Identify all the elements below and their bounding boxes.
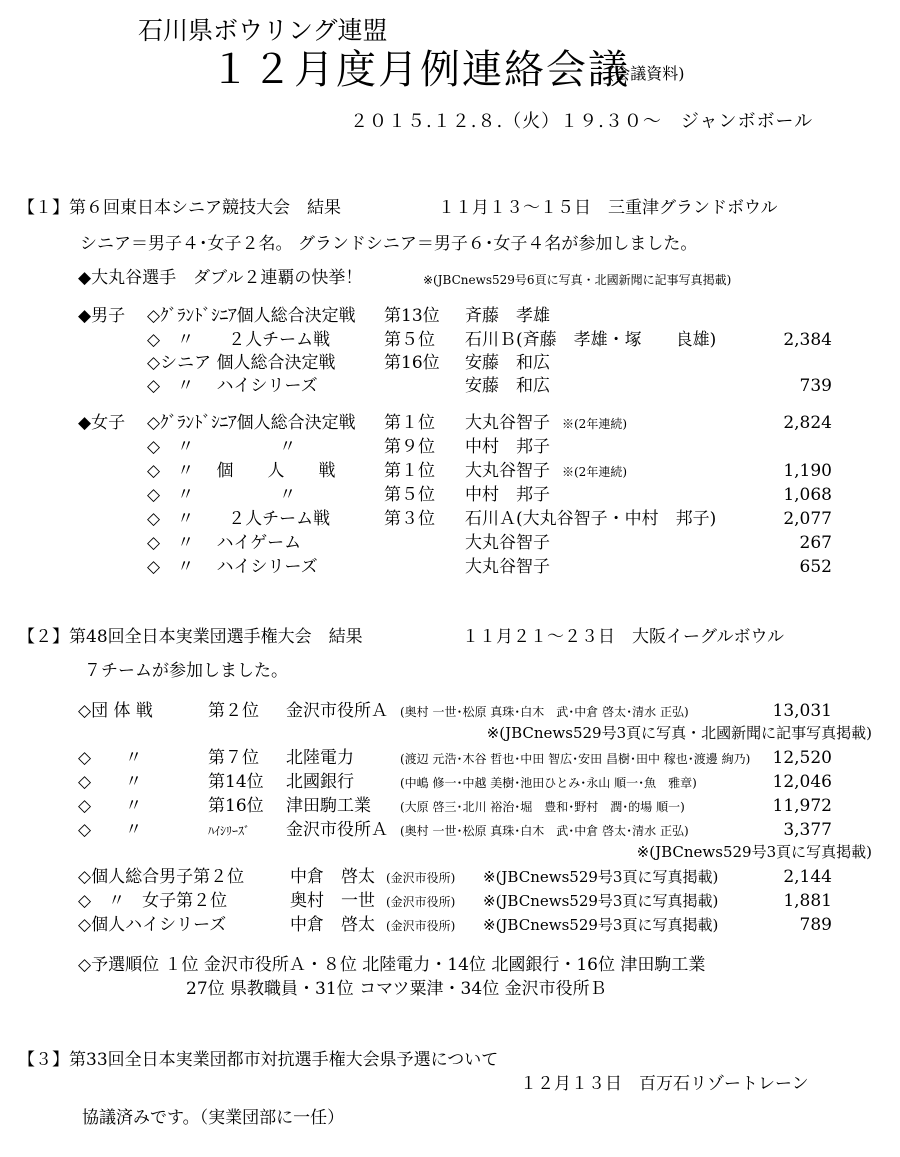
men-row-0-name: 斉藤 孝雄 <box>465 306 550 326</box>
indiv-row-2-label: ◇個人ハイシリーズ <box>78 915 227 935</box>
men-row-2-event: ◇シニア 個人総合決定戦 <box>147 353 336 373</box>
indiv-row-2-note: ※(JBCnews529号3頁に写真掲載) <box>483 916 719 934</box>
indiv-row-2-name: 中倉 啓太 <box>290 915 375 935</box>
men-row-0-rank: 第13位 <box>384 306 440 326</box>
team-row-3-rank: 第16位 <box>208 796 264 816</box>
men-row-1-event: ◇ 〃 ２人チーム戦 <box>147 330 331 350</box>
indiv-row-2-score: 789 <box>799 915 832 935</box>
women-row-1-rank: 第９位 <box>384 437 435 457</box>
men-row-3-event: ◇ 〃 ハイシリーズ <box>147 376 318 396</box>
team-row-0-score: 13,031 <box>772 701 832 721</box>
men-row-1-score: 2,384 <box>783 330 832 350</box>
women-row-4-score: 2,077 <box>783 509 832 529</box>
indiv-row-1-name: 奥村 一世 <box>290 891 375 911</box>
team-row-2-score: 12,046 <box>772 772 832 792</box>
women-row-2-event: ◇ 〃 個 人 戦 <box>147 461 336 481</box>
indiv-row-1-note: ※(JBCnews529号3頁に写真掲載) <box>483 892 719 910</box>
section2-heading: 【２】第48回全日本実業団選手権大会 結果 <box>18 627 363 647</box>
team-row-1-score: 12,520 <box>772 748 832 768</box>
team-row-1-members: (渡辺 元浩･木谷 哲也･中田 智広･安田 昌樹･田中 稼也･渡邊 絢乃) <box>400 752 751 766</box>
section1-highlight-note: ※(JBCnews529号6頁に写真・北國新聞に記事写真掲載) <box>423 273 732 287</box>
women-row-4-rank: 第３位 <box>384 509 435 529</box>
prelim-ranking-line1: ◇予選順位 １位 金沢市役所Ａ・８位 北陸電力・14位 北國銀行・16位 津田駒工業 <box>78 955 706 975</box>
women-row-3-score: 1,068 <box>783 485 832 505</box>
men-row-1-name: 石川Ｂ(斉藤 孝雄・塚 良雄) <box>465 330 717 350</box>
indiv-row-0-aff: (金沢市役所) <box>386 871 456 885</box>
team-row-1-event: ◇ 〃 <box>78 748 143 768</box>
women-row-6-score: 652 <box>799 557 832 577</box>
section3-summary: 協議済みです。（実業団部に一任） <box>82 1108 345 1128</box>
team-row-3-event: ◇ 〃 <box>78 796 143 816</box>
men-row-2-rank: 第16位 <box>384 353 440 373</box>
men-label: ◆男子 <box>78 306 126 326</box>
section3-date-venue: １２月１３日 百万石リゾートレーン <box>520 1074 809 1094</box>
indiv-row-1-label: ◇ 〃 女子第２位 <box>78 891 228 911</box>
men-row-1-rank: 第５位 <box>384 330 435 350</box>
team-row-0-team: 金沢市役所Ａ <box>286 701 388 721</box>
document-subtitle: (会議資料) <box>608 64 685 83</box>
team-row-0-rank: 第２位 <box>208 701 259 721</box>
women-row-1-name: 中村 邦子 <box>465 437 550 457</box>
team-row-3-members: (大原 啓三･北川 裕治･堀 豊和･野村 潤･的場 順一) <box>400 800 685 814</box>
section2-summary: ７チームが参加しました。 <box>84 661 288 681</box>
women-row-2-name: 大丸谷智子 <box>465 461 550 481</box>
women-label: ◆女子 <box>78 413 126 433</box>
women-row-6-event: ◇ 〃 ハイシリーズ <box>147 557 318 577</box>
women-row-1-event: ◇ 〃 〃 <box>147 437 297 457</box>
team-row-4-members: (奥村 一世･松原 真珠･白木 武･中倉 啓太･清水 正弘) <box>400 824 689 838</box>
women-row-2-score: 1,190 <box>783 461 832 481</box>
section1-heading: 【１】第６回東日本シニア競技大会 結果 <box>18 198 341 218</box>
team-row-2-rank: 第14位 <box>208 772 264 792</box>
women-row-3-rank: 第５位 <box>384 485 435 505</box>
women-row-2-rank: 第１位 <box>384 461 435 481</box>
indiv-row-2-aff: (金沢市役所) <box>386 919 456 933</box>
team-row-0-event: ◇団 体 戦 <box>78 701 153 721</box>
indiv-row-1-aff: (金沢市役所) <box>386 895 456 909</box>
women-row-2-note: ※(2年連続) <box>562 465 627 479</box>
women-row-0-score: 2,824 <box>783 413 832 433</box>
section1-date-venue: １１月１３～１５日 三重津グランドボウル <box>438 198 778 218</box>
indiv-row-0-score: 2,144 <box>783 867 832 887</box>
team-row-2-team: 北國銀行 <box>286 772 354 792</box>
team-row-1-team: 北陸電力 <box>286 748 354 768</box>
women-row-3-name: 中村 邦子 <box>465 485 550 505</box>
team-row-3-team: 津田駒工業 <box>286 796 371 816</box>
women-row-5-event: ◇ 〃 ハイゲーム <box>147 533 302 553</box>
men-row-0-event: ◇ｸﾞﾗﾝﾄﾞｼﾆｱ個人総合決定戦 <box>147 306 356 326</box>
indiv-row-0-label: ◇個人総合男子第２位 <box>78 867 245 887</box>
women-row-5-score: 267 <box>799 533 832 553</box>
team-row-1-rank: 第７位 <box>208 748 259 768</box>
team-note-2: ※(JBCnews529号3頁に写真掲載) <box>636 843 872 861</box>
meeting-datetime-venue: ２０１５.１２.８.（火）１９.３０～ ジャンボボール <box>350 111 814 132</box>
team-row-4-rank: ﾊｲｼﾘｰｽﾞ <box>208 824 251 838</box>
women-row-0-event: ◇ｸﾞﾗﾝﾄﾞｼﾆｱ個人総合決定戦 <box>147 413 356 433</box>
men-row-2-name: 安藤 和広 <box>465 353 550 373</box>
section1-summary: シニア＝男子４･女子２名。 グランドシニア＝男子６･女子４名が参加しました。 <box>80 234 698 254</box>
men-row-3-name: 安藤 和広 <box>465 376 550 396</box>
women-row-0-note: ※(2年連続) <box>562 417 627 431</box>
indiv-row-0-name: 中倉 啓太 <box>290 867 375 887</box>
women-row-6-name: 大丸谷智子 <box>465 557 550 577</box>
indiv-row-1-score: 1,881 <box>783 891 832 911</box>
women-row-3-event: ◇ 〃 〃 <box>147 485 297 505</box>
team-row-2-members: (中嶋 修一･中越 美樹･池田ひとみ･永山 順一･魚 雅章) <box>400 776 697 790</box>
indiv-row-0-note: ※(JBCnews529号3頁に写真掲載) <box>483 868 719 886</box>
team-row-2-event: ◇ 〃 <box>78 772 143 792</box>
men-row-3-score: 739 <box>799 376 832 396</box>
team-note-1: ※(JBCnews529号3頁に写真・北國新聞に記事写真掲載) <box>486 724 872 742</box>
team-row-4-team: 金沢市役所Ａ <box>286 820 388 840</box>
women-row-4-name: 石川Ａ(大丸谷智子・中村 邦子) <box>465 509 717 529</box>
prelim-ranking-line2: 27位 県教職員・31位 コマツ粟津・34位 金沢市役所Ｂ <box>186 979 607 999</box>
women-row-4-event: ◇ 〃 ２人チーム戦 <box>147 509 331 529</box>
team-row-3-score: 11,972 <box>772 796 832 816</box>
team-row-0-members: (奥村 一世･松原 真珠･白木 武･中倉 啓太･清水 正弘) <box>400 705 689 719</box>
women-row-5-name: 大丸谷智子 <box>465 533 550 553</box>
team-row-4-score: 3,377 <box>783 820 832 840</box>
section3-heading: 【３】第33回全日本実業団都市対抗選手権大会県予選について <box>18 1050 499 1070</box>
women-row-0-name: 大丸谷智子 <box>465 413 550 433</box>
women-row-0-rank: 第１位 <box>384 413 435 433</box>
team-row-4-event: ◇ 〃 <box>78 820 143 840</box>
organization-name: 石川県ボウリング連盟 <box>138 16 388 45</box>
section1-highlight: ◆大丸谷選手 ダブル２連覇の快挙！ <box>78 268 363 288</box>
document-title: １２月度月例連絡会議 <box>210 47 630 93</box>
section2-date-venue: １１月２１～２３日 大阪イーグルボウル <box>462 627 784 647</box>
